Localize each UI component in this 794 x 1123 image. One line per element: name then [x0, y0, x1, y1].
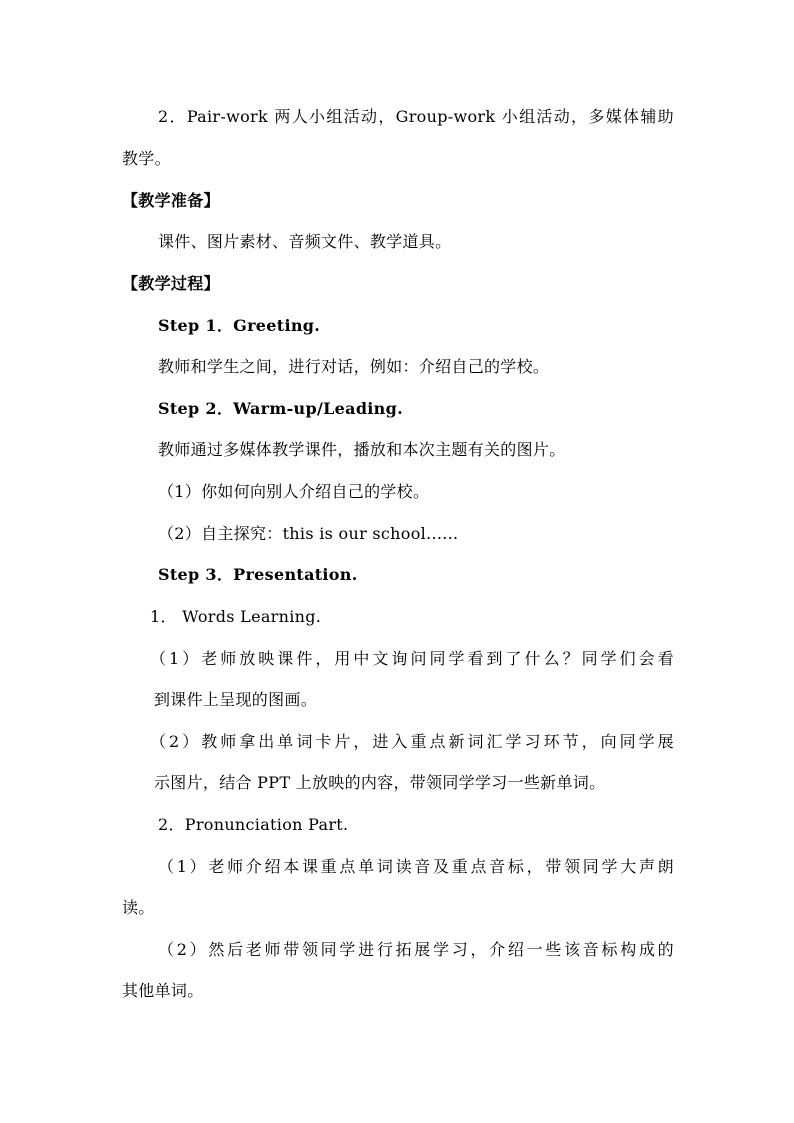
- process-heading: 【教学过程】: [122, 274, 220, 293]
- step1-content: 教师和学生之间，进行对话，例如：介绍自己的学校。: [158, 357, 550, 376]
- preparation-heading: 【教学准备】: [122, 191, 220, 210]
- intro-line-2: 教学。: [122, 149, 171, 168]
- step2-item-2: （2）自主探究：this is our school......: [158, 524, 459, 543]
- words-learning-title: 1． Words Learning.: [150, 607, 322, 626]
- words-item-1-line-1: （1）老师放映课件，用中文询问同学看到了什么？同学们会看: [150, 649, 674, 668]
- preparation-content: 课件、图片素材、音频文件、教学道具。: [158, 232, 452, 251]
- step3-title: Step 3．Presentation.: [158, 565, 358, 584]
- pronunciation-item-1-line-1: （1）老师介绍本课重点单词读音及重点音标，带领同学大声朗: [158, 857, 674, 876]
- words-item-1-line-2: 到课件上呈现的图画。: [154, 690, 318, 709]
- step2-item-1: （1）你如何向别人介绍自己的学校。: [158, 482, 430, 501]
- step2-content: 教师通过多媒体教学课件，播放和本次主题有关的图片。: [158, 440, 566, 459]
- words-item-2-line-1: （2）教师拿出单词卡片，进入重点新词汇学习环节，向同学展: [150, 732, 674, 751]
- pronunciation-item-2-line-1: （2）然后老师带领同学进行拓展学习，介绍一些该音标构成的: [158, 940, 674, 959]
- intro-line-1: 2．Pair-work 两人小组活动，Group-work 小组活动，多媒体辅助: [158, 107, 674, 126]
- step2-title: Step 2．Warm-up/Leading.: [158, 399, 403, 418]
- step1-title: Step 1．Greeting.: [158, 316, 321, 335]
- words-item-2-line-2: 示图片，结合 PPT 上放映的内容，带领同学学习一些新单词。: [154, 773, 606, 792]
- pronunciation-item-2-line-2: 其他单词。: [122, 981, 204, 1000]
- pronunciation-title: 2．Pronunciation Part.: [158, 815, 349, 834]
- pronunciation-item-1-line-2: 读。: [122, 898, 155, 917]
